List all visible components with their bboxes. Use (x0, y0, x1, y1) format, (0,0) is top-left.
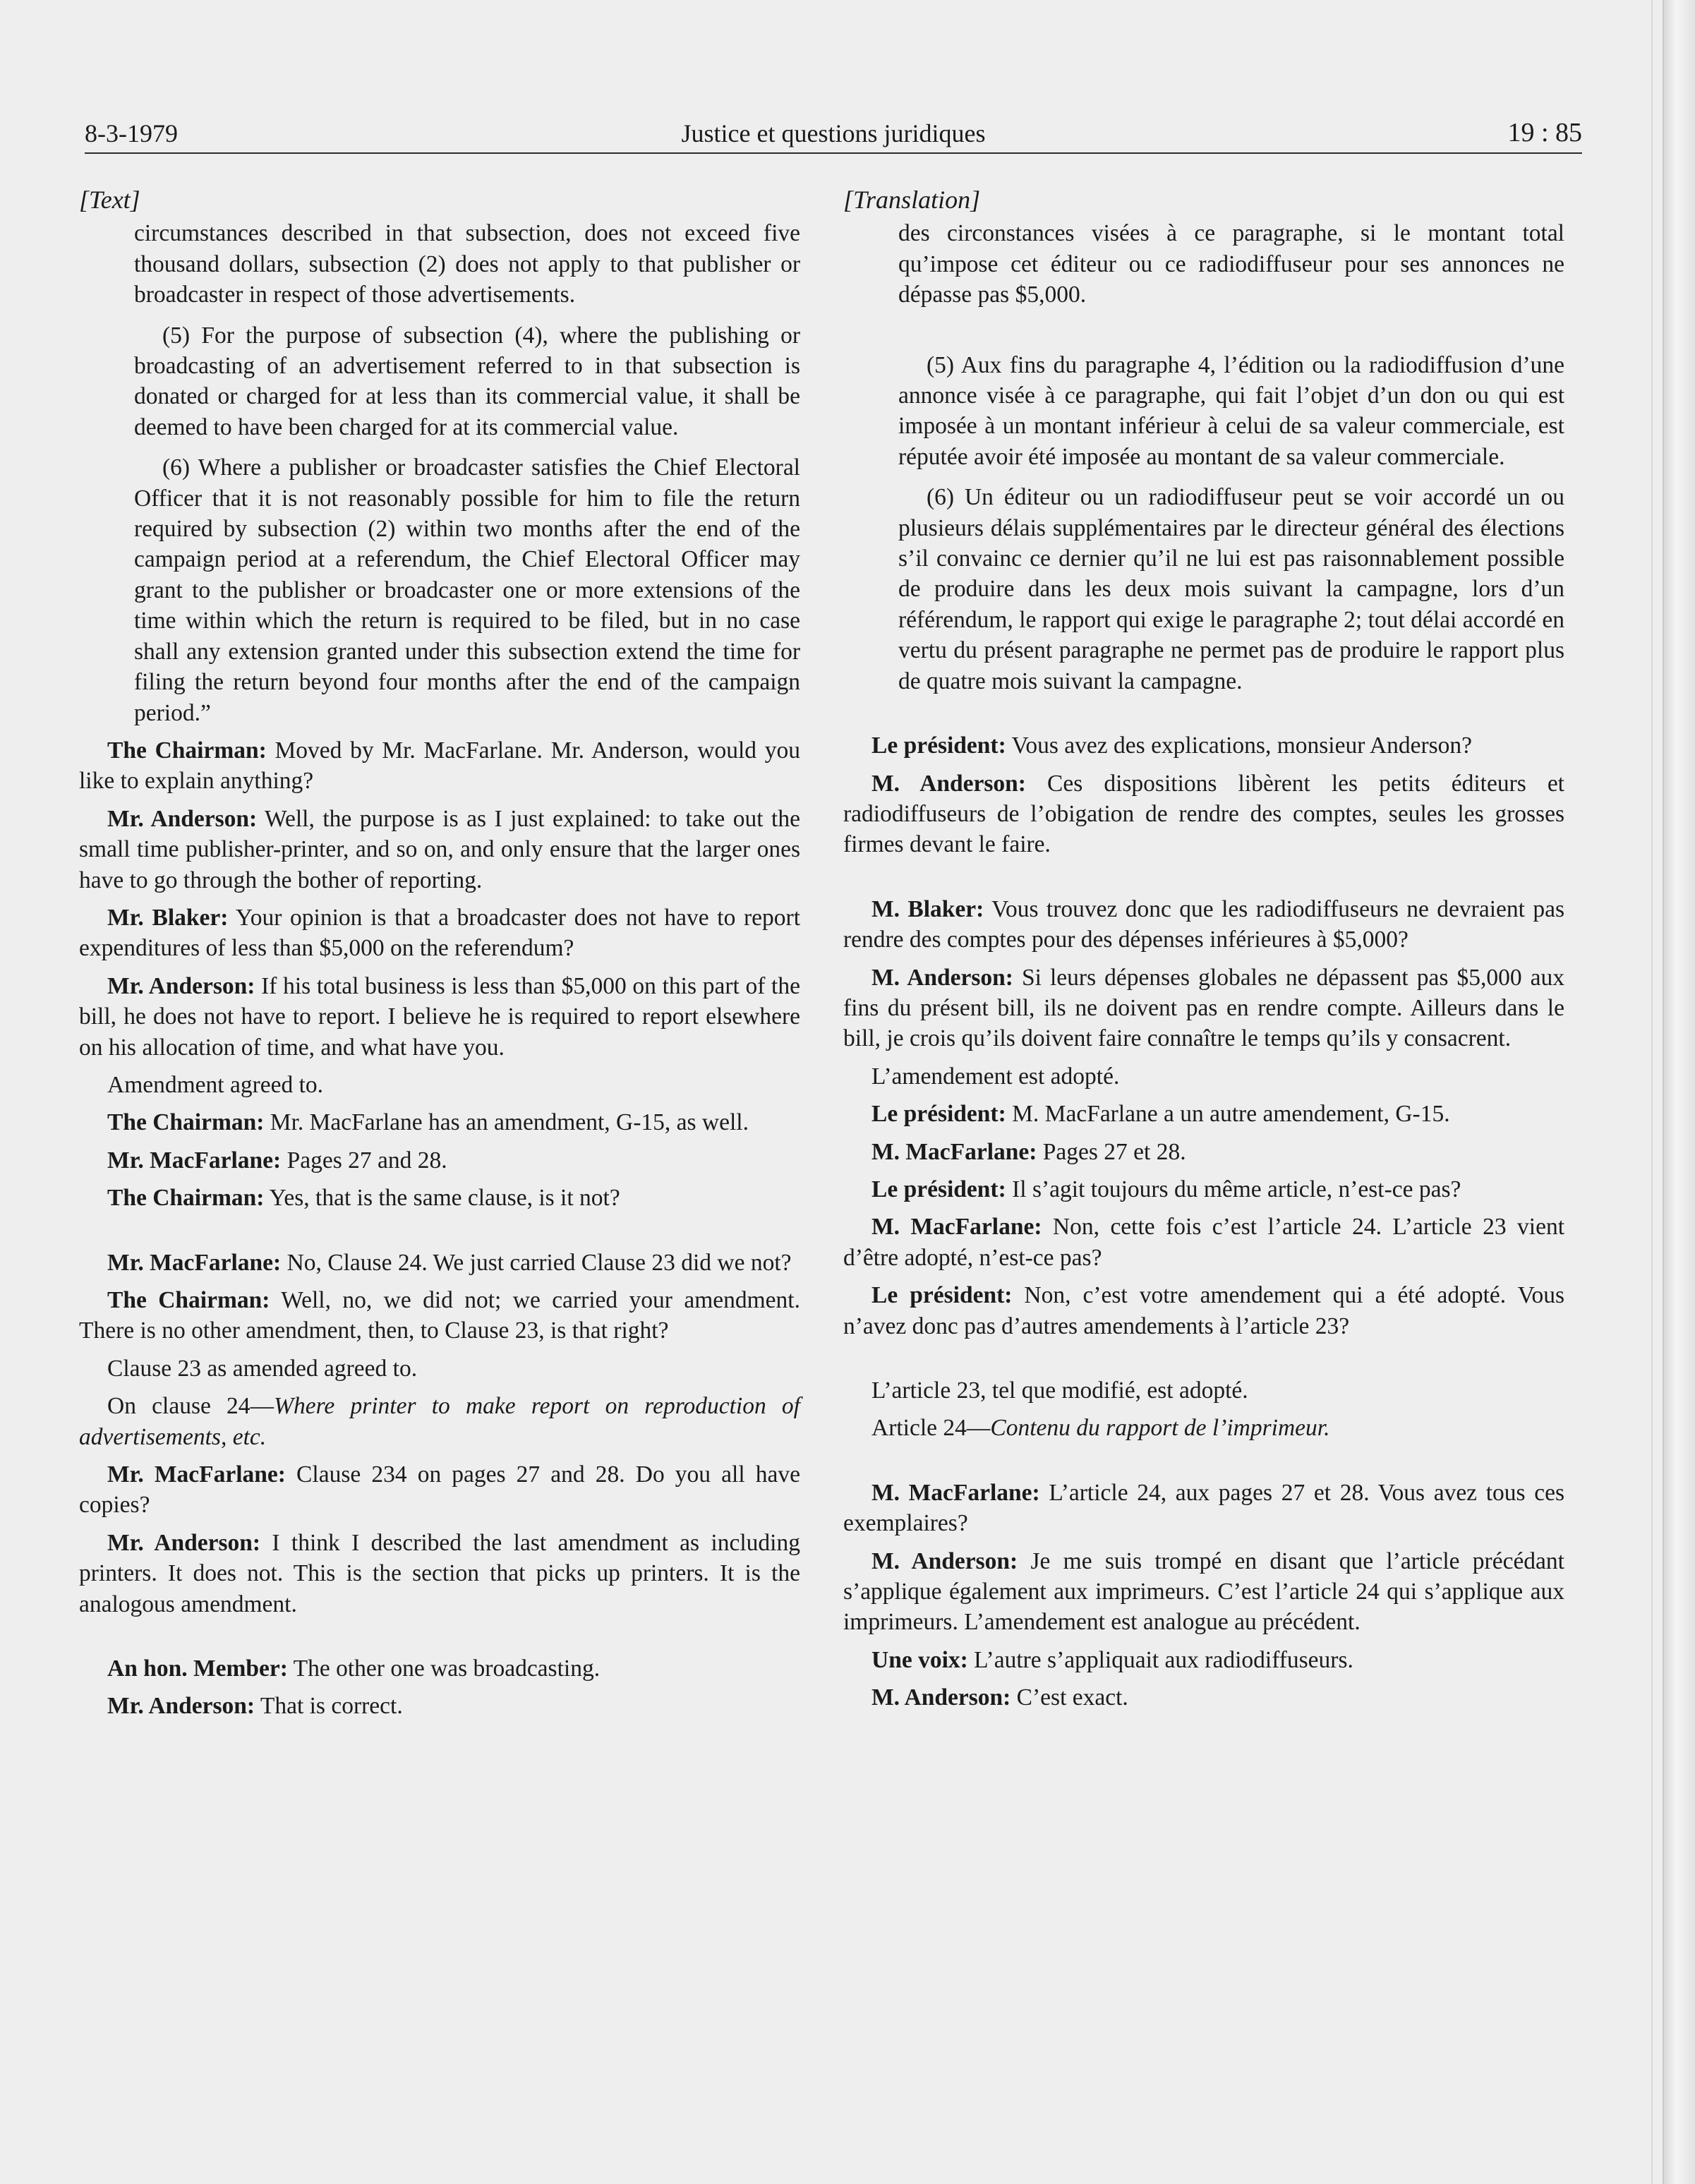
speaker-name: M. Anderson: (871, 1547, 1018, 1574)
statement (843, 730, 1564, 761)
statement-text: Non, cette fois c’est l’article 24. L’article 23 vient d’être adopté, n’est-ce pas? (843, 1214, 1565, 1271)
statement-text: C’est exact. (1011, 1684, 1128, 1711)
statement (79, 735, 800, 797)
procedural-note: L’article 23, tel que modifié, est adopté. (871, 1377, 1248, 1404)
speaker-name: Mr. Anderson: (107, 972, 255, 999)
header-title: Justice et questions juridiques (681, 119, 986, 147)
speaker-name: Mr. MacFarlane: (107, 1461, 286, 1488)
speaker-name: Le président: (871, 1101, 1006, 1128)
speaker-name: Mr. Blaker: (107, 904, 229, 931)
speaker-name: M. Anderson: (871, 770, 1026, 797)
procedural-note: Clause 23 as amended agreed to. (107, 1355, 418, 1382)
statement-text: I think I described the last amendment as including printers. It does not. This is the section that picks up printers. It is the analogous amendment. (79, 1529, 800, 1617)
statement-text: Moved by Mr. MacFarlane. Mr. Anderson, would you like to explain anything? (79, 737, 800, 795)
speaker-name: An hon. Member: (107, 1655, 288, 1682)
statement (843, 1682, 1564, 1713)
statement-text: M. MacFarlane a un autre amendement, G-15. (1006, 1101, 1450, 1128)
clause-title: Where printer to make report on reproduction of advertisements, etc. (79, 1393, 800, 1450)
speaker-name: M. Anderson: (871, 964, 1013, 991)
speaker-name: M. MacFarlane: (871, 1479, 1040, 1506)
speaker-name: M. Blaker: (871, 895, 984, 922)
header-date: 8-3-1979 (85, 119, 178, 147)
speaker-name: M. Anderson: (871, 1684, 1011, 1711)
statement (79, 1691, 800, 1721)
speaker-name: Mr. MacFarlane: (107, 1147, 282, 1174)
quoted-paragraph-5: (5) Aux fins du paragraphe 4, l’édition ou la radiodiffusion d’une annonce visée à ce paragraphe, qui fait l’objet d’un don ou qui est imposée à un montant inférieur à celui de sa valeur commerciale, est réputée avoir été imposée au montant de sa valeur commerciale. (898, 351, 1564, 470)
statement-text: Pages 27 et 28. (1037, 1138, 1186, 1165)
statement-text: No, Clause 24. We just carried Clause 23 did we not? (281, 1249, 792, 1276)
statement (79, 1528, 800, 1619)
statement-text: Well, no, we did not; we carried your amendment. There is no other amendment, then, to Clause 23, is that right? (79, 1287, 800, 1344)
speaker-name: The Chairman: (107, 1109, 265, 1136)
statement (79, 1183, 800, 1213)
procedural-note: Amendment agreed to. (107, 1071, 324, 1098)
statement-text: If his total business is less than $5,000 on this part of the bill, he does not have to report. I believe he is required to report elsewhere on his allocation of time, and what have you. (79, 972, 800, 1061)
statement (843, 894, 1564, 955)
english-column (79, 185, 800, 1722)
speaker-name: The Chairman: (107, 1185, 265, 1212)
speaker-name: The Chairman: (107, 737, 267, 764)
speaker-name: M. MacFarlane: (871, 1138, 1037, 1165)
statement (843, 1546, 1564, 1638)
speaker-name: Mr. Anderson: (107, 1693, 255, 1720)
statement (79, 1248, 800, 1278)
statement (843, 768, 1564, 860)
clause-label: On clause 24— (107, 1393, 275, 1420)
statement-text: Si leurs dépenses globales ne dépassent pas $5,000 aux fins du présent bill, ils ne doivent pas en rendre compte. Ailleurs dans le bill, je crois qu’ils doivent faire connaître le temps qu’ils y consacrent. (843, 964, 1564, 1052)
translation-tag: [Translation] (843, 186, 981, 214)
statement (843, 1099, 1564, 1129)
statement-text: Yes, that is the same clause, is it not? (264, 1185, 620, 1212)
statement (79, 804, 800, 895)
statement (79, 1107, 800, 1138)
statement-text: Vous avez des explications, monsieur Anderson? (1006, 732, 1473, 759)
statement (843, 963, 1564, 1054)
binding-edge (1663, 0, 1695, 2184)
clause-title: Contenu du rapport de l’imprimeur. (990, 1415, 1330, 1442)
speaker-name: Mr. MacFarlane: (107, 1249, 282, 1276)
quoted-subsection-5: (5) For the purpose of subsection (4), where the publishing or broadcasting of an advertisement referred to in that subsection is donated or charged for at less than its commercial value, it shall be deemed to have been charged for at its commercial value. (134, 322, 800, 440)
clause-heading (843, 1413, 1564, 1443)
page-edge (1651, 0, 1653, 2184)
clause-label: Article 24— (871, 1415, 991, 1442)
statement-text: Il s’agit toujours du même article, n’est-ce pas? (1006, 1176, 1461, 1202)
statement-text: L’autre s’appliquait aux radiodiffuseurs. (967, 1646, 1353, 1673)
speaker-name: Le président: (871, 1282, 1013, 1309)
clause-heading (79, 1391, 800, 1452)
statement-text: Non, c’est votre amendement qui a été adopté. Vous n’avez donc pas d’autres amendements à l’article 23? (843, 1282, 1564, 1339)
statement-text: Well, the purpose is as I just explained: to take out the small time publisher-printer, and so on, and only ensure that the larger ones have to go through the bother of reporting. (79, 805, 800, 893)
running-header (85, 113, 1582, 154)
quoted-paragraph-4-end: des circonstances visées à ce paragraphe, si le montant total qu’impose cet éditeur ou ce radiodiffuseur pour ses annonces ne dépasse pas $5,000. (898, 220, 1564, 308)
text-tag: [Text] (79, 186, 140, 214)
quoted-paragraph-6: (6) Un éditeur ou un radiodiffuseur peut se voir accordé un ou plusieurs délais supplémentaires par le directeur général des élections s’il convainc ce dernier qu’il ne lui est pas raisonnablement possible de produire dans les deux mois suivant la campagne, lors d’un référendum, le rapport qui exige le paragraphe 2; tout délai accordé en vertu du présent paragraphe ne permet pas de produire le rapport plus de quatre mois suivant la campagne. (898, 484, 1564, 694)
quoted-subsection-6: (6) Where a publisher or broadcaster satisfies the Chief Electoral Officer that it is not reasonably possible for him to file the return required by subsection (2) within two months after the end of the campaign period at a referendum, the Chief Electoral Officer may grant to the publisher or broadcaster one or more extensions of the time within which the return is required to be filed, but in no case shall any extension granted under this subsection extend the time for filing the return beyond four months after the end of the campaign period.” (134, 454, 800, 726)
quoted-subsection-4-end: circumstances described in that subsection, does not exceed five thousand dollars, subsection (2) does not apply to that publisher or broadcaster in respect of those advertisements. (134, 220, 800, 308)
procedural-note: L’amendement est adopté. (871, 1063, 1120, 1090)
statement (79, 903, 800, 964)
speaker-name: Le président: (871, 732, 1006, 759)
header-page-number: 19 : 85 (1507, 118, 1582, 147)
statement (79, 1459, 800, 1521)
statement (79, 1653, 800, 1684)
speaker-name: Mr. Anderson: (107, 805, 258, 832)
statement (843, 1280, 1564, 1341)
statement (843, 1212, 1564, 1273)
statement (843, 1137, 1564, 1167)
statement-text: Mr. MacFarlane has an amendment, G-15, as well. (264, 1109, 749, 1136)
statement-text: Your opinion is that a broadcaster does not have to report expenditures of less than $5,000 on the referendum? (79, 904, 800, 962)
french-column (843, 185, 1564, 1713)
speaker-name: Mr. Anderson: (107, 1529, 261, 1556)
statement (843, 1174, 1564, 1205)
statement-text: Ces dispositions libèrent les petits éditeurs et radiodiffuseurs de l’obigation de rendre des comptes, seules les grosses firmes devant le faire. (843, 770, 1564, 858)
statement (843, 1645, 1564, 1675)
statement-text: That is correct. (255, 1693, 403, 1720)
statement-text: Clause 234 on pages 27 and 28. Do you all have copies? (79, 1461, 800, 1519)
statement-text: Vous trouvez donc que les radiodiffuseurs ne devraient pas rendre des comptes pour des dépenses inférieures à $5,000? (843, 895, 1564, 953)
statement-text: L’article 24, aux pages 27 et 28. Vous avez tous ces exemplaires? (843, 1479, 1564, 1537)
statement (79, 971, 800, 1063)
statement (79, 1145, 800, 1176)
statement (79, 1285, 800, 1346)
statement-text: Je me suis trompé en disant que l’article précédant s’applique également aux imprimeurs. C’est l’article 24 qui s’applique aux imprimeurs. L’amendement est analogue au précédent. (843, 1547, 1564, 1636)
speaker-name: Une voix: (871, 1646, 968, 1673)
statement (843, 1478, 1564, 1539)
statement-text: The other one was broadcasting. (287, 1655, 601, 1682)
speaker-name: Le président: (871, 1176, 1006, 1202)
statement-text: Pages 27 and 28. (281, 1147, 447, 1174)
speaker-name: M. MacFarlane: (871, 1214, 1042, 1241)
speaker-name: The Chairman: (107, 1287, 270, 1313)
